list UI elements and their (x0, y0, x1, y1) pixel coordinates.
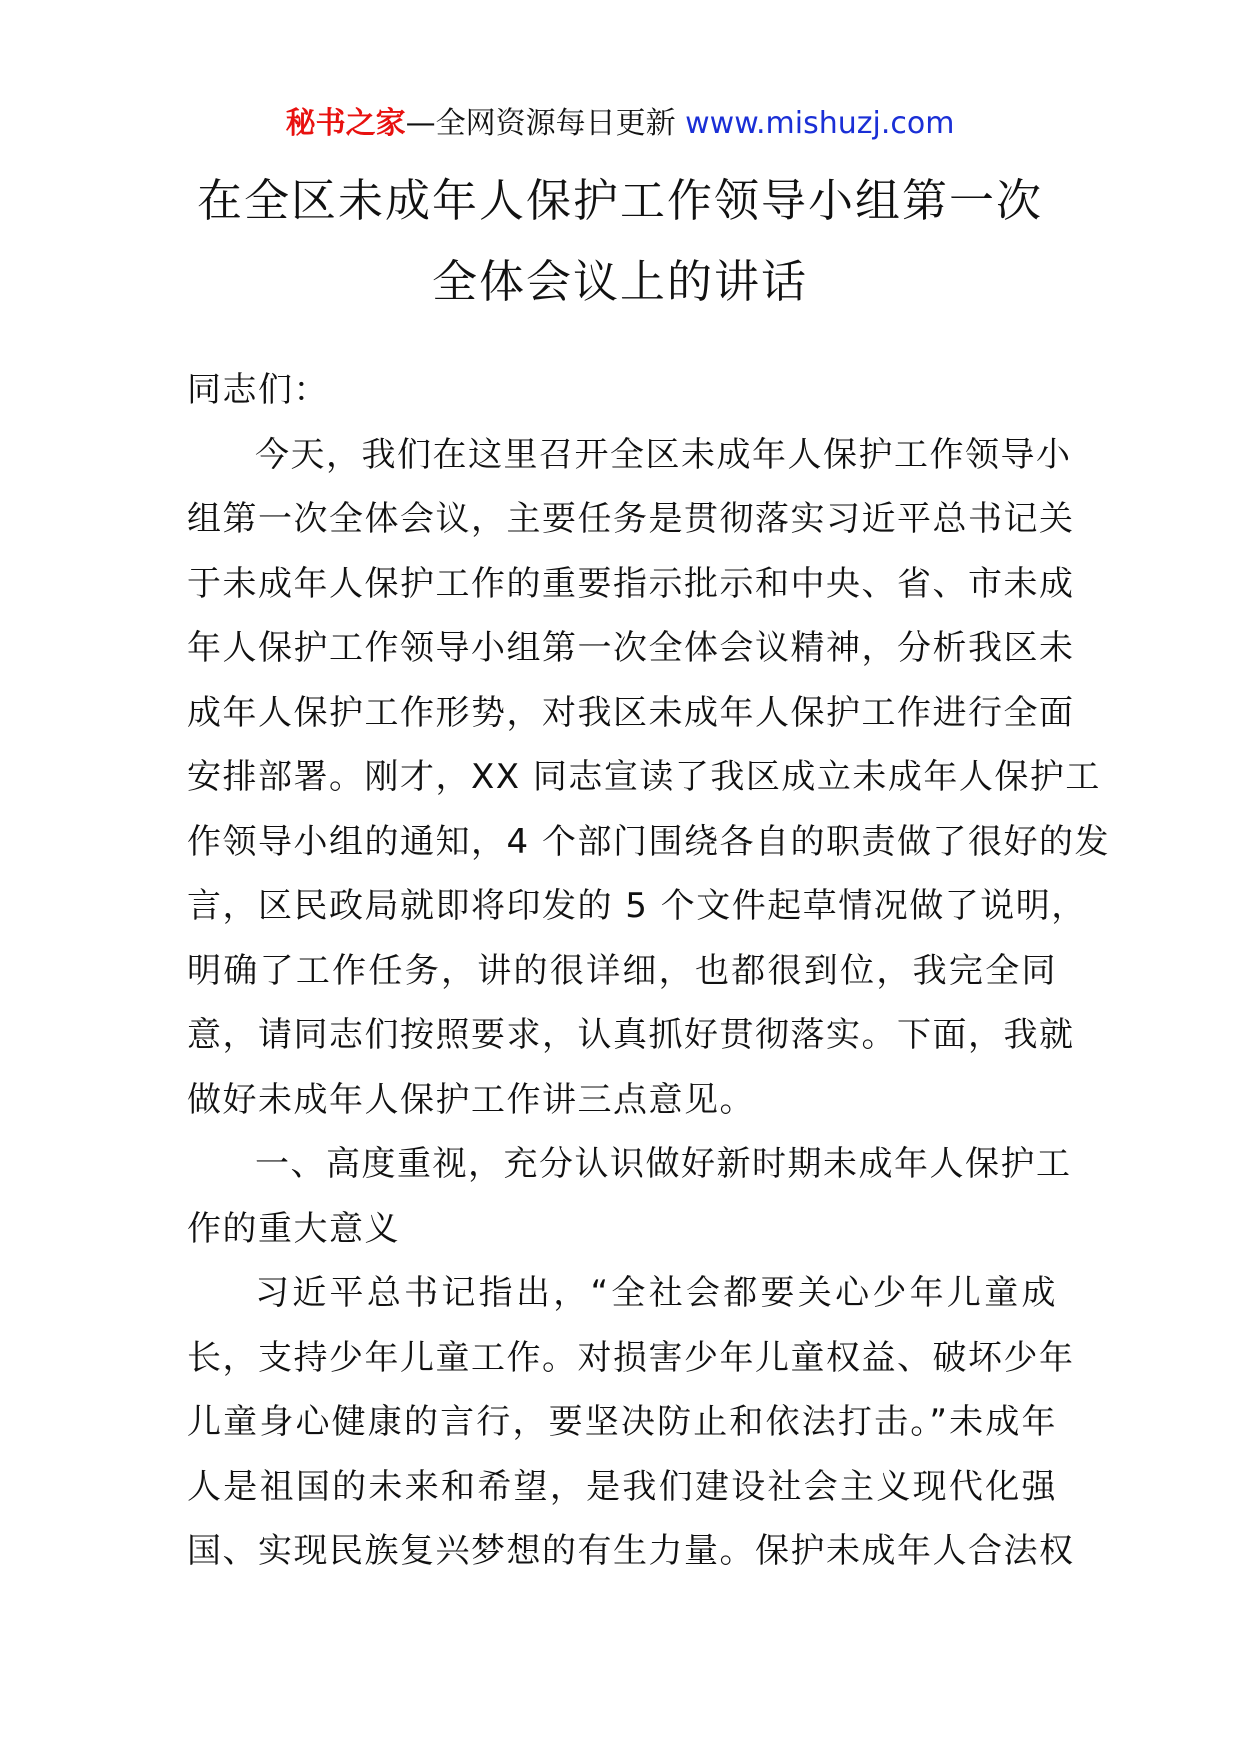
body-line: 于未成年人保护工作的重要指示批示和中央、省、市未成 (187, 563, 1075, 604)
body-line: 作领导小组的通知，4 个部门围绕各自的职责做了很好的发 (187, 821, 1110, 862)
body-line: 儿童身心健康的言行，要坚决防止和依法打击。”未成年 (187, 1402, 1057, 1442)
site-header-banner (0, 104, 1240, 144)
body-line: 组第一次全体会议，主要任务是贯彻落实习近平总书记关 (187, 499, 1075, 539)
title-line-1: 在全区未成年人保护工作领导小组第一次 (196, 174, 1043, 227)
site-url-link[interactable]: www.mishuzj.com (685, 106, 955, 141)
body-line: 今天，我们在这里召开全区未成年人保护工作领导小 (255, 434, 1072, 475)
body-line: 人是祖国的未来和希望，是我们建设社会主义现代化强 (187, 1466, 1057, 1507)
body-line: 国、实现民族复兴梦想的有生力量。保护未成年人合法权 (187, 1531, 1075, 1571)
brand-name: 秘书之家 (285, 106, 406, 141)
body-line: 安排部署。刚才，XX 同志宣读了我区成立未成年人保护工 (187, 757, 1101, 797)
body-line: 做好未成年人保护工作讲三点意见。 (187, 1079, 755, 1120)
body-line: 成年人保护工作形势，对我区未成年人保护工作进行全面 (187, 692, 1075, 733)
body-line: 言，区民政局就即将印发的 5 个文件起草情况做了说明， (187, 886, 1087, 926)
body-line: 习近平总书记指出，“全社会都要关心少年儿童成 (255, 1273, 1057, 1313)
body-line: 年人保护工作领导小组第一次全体会议精神，分析我区未 (187, 628, 1075, 668)
section-heading-line: 一、高度重视，充分认识做好新时期未成年人保护工 (255, 1144, 1072, 1184)
document-body (187, 358, 1110, 1584)
body-line: 长，支持少年儿童工作。对损害少年儿童权益、破坏少年 (187, 1337, 1075, 1378)
body-line: 意，请同志们按照要求，认真抓好贯彻落实。下面，我就 (187, 1015, 1075, 1055)
document-title (120, 160, 1120, 322)
salutation: 同志们： (187, 370, 329, 410)
header-tagline: —全网资源每日更新 (405, 106, 686, 141)
section-heading-line: 作的重大意义 (187, 1208, 400, 1249)
title-line-2: 全体会议上的讲话 (431, 255, 808, 308)
body-line: 明确了工作任务，讲的很详细，也都很到位，我完全同 (187, 950, 1057, 991)
